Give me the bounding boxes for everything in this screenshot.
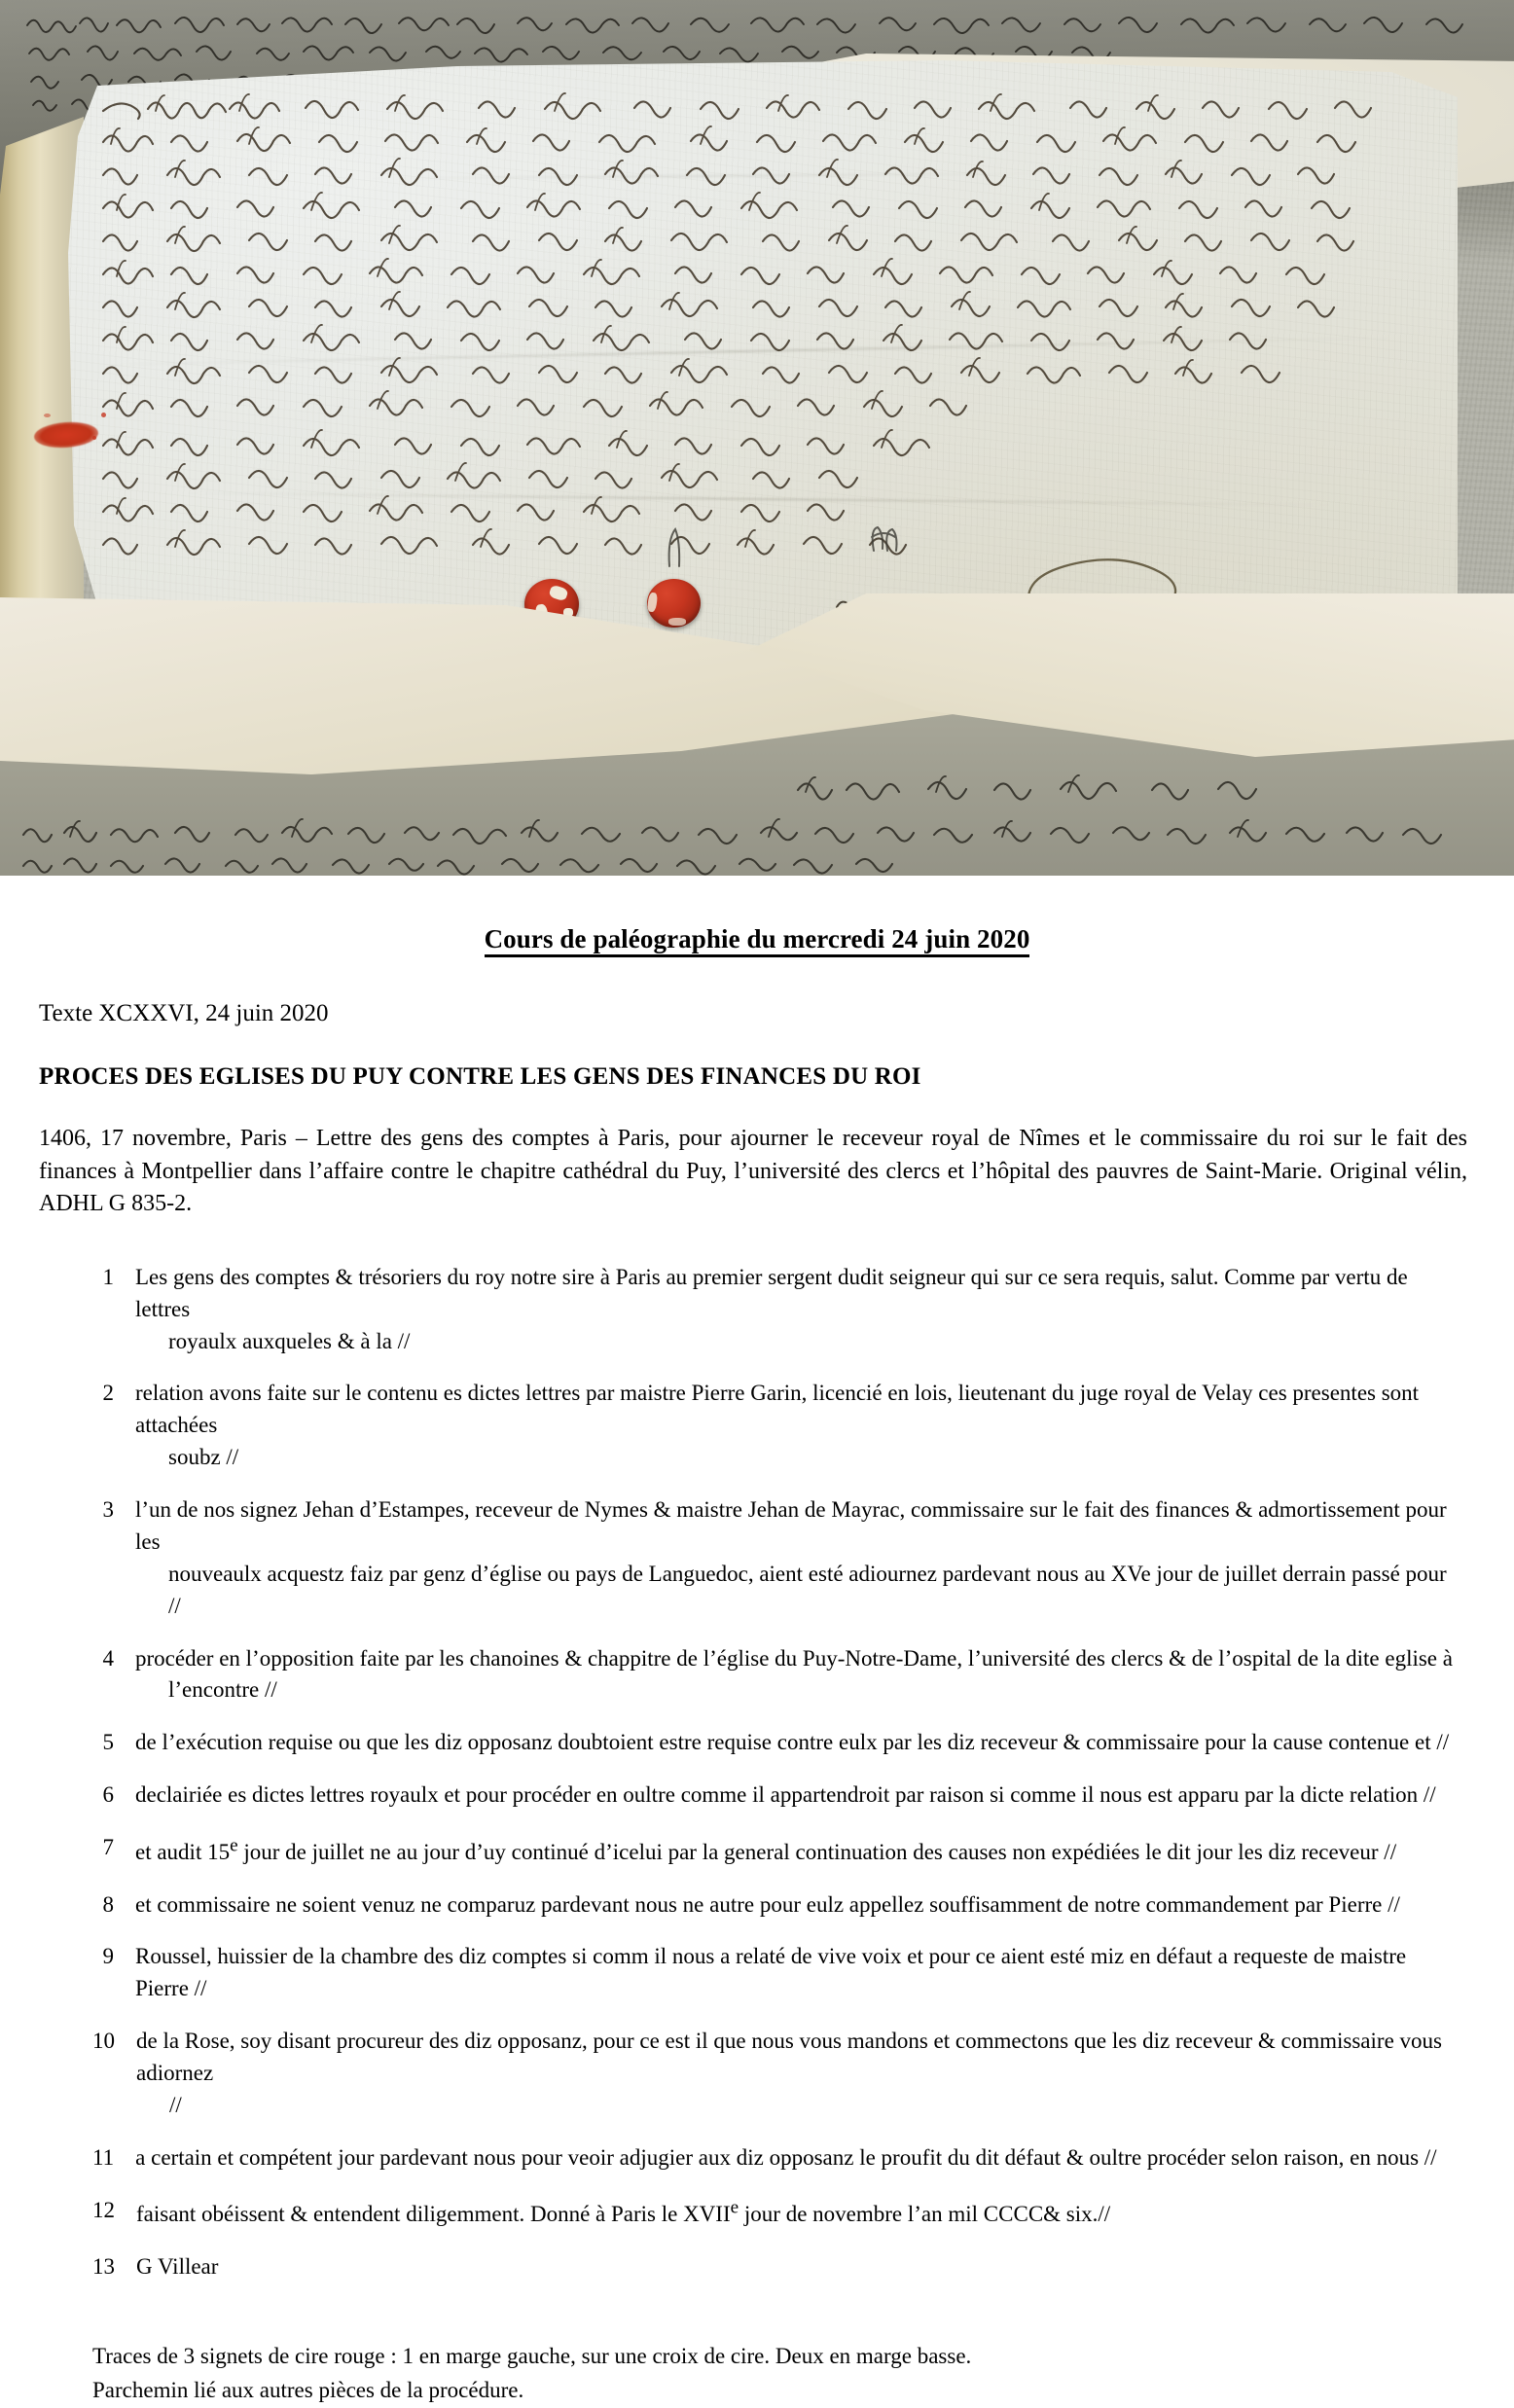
line-body xyxy=(132,2251,1456,2283)
section-heading: PROCES DES EGLISES DU PUY CONTRE LES GENS DES FINANCES DU ROI xyxy=(39,1063,921,1090)
line-main: de l’exécution requise ou que les diz opposanz doubtoient estre requise contre eulx par les diz receveur & commissaire pour la cause contenue et // xyxy=(135,1730,1450,1755)
transcription-lines xyxy=(92,1262,1456,2283)
line-body xyxy=(131,1494,1456,1623)
wax-fleck xyxy=(101,413,106,417)
page-title-text: Cours de paléographie du mercredi 24 juin 2020 xyxy=(485,924,1030,957)
line-number: 10 xyxy=(92,2029,115,2054)
line-body xyxy=(131,1941,1456,2005)
line-body xyxy=(131,1643,1456,1707)
transcription-line xyxy=(92,2251,1456,2283)
line-continuation: l’encontre // xyxy=(168,1677,277,1703)
transcription-line xyxy=(92,1941,1456,2005)
line-main: de la Rose, soy disant procureur des diz opposanz, pour ce est il que nous vous mandons et commectons que les diz receveur & commissaire vous adiornez xyxy=(136,2029,1442,2086)
note-parchment: Parchemin lié aux autres pièces de la procédure. xyxy=(92,2378,524,2403)
transcription-line xyxy=(92,2195,1456,2232)
line-body xyxy=(132,2195,1456,2232)
line-body xyxy=(132,2026,1456,2122)
transcription-page xyxy=(0,924,1514,2408)
line-body xyxy=(131,1727,1456,1759)
line-main: l’un de nos signez Jehan d’Estampes, receveur de Nymes & maistre Jehan de Mayrac, commissaire sur le fait des finances & admortissement pour les xyxy=(135,1497,1447,1554)
line-continuation: royaulx auxqueles & à la // xyxy=(168,1328,411,1353)
transcription-line xyxy=(92,1779,1456,1812)
line-number: 2 xyxy=(102,1381,114,1406)
line-body xyxy=(131,2142,1456,2174)
line-main: relation avons faite sur le contenu es dictes lettres par maistre Pierre Garin, licencié en lois, lieutenant du juge royal de Velay ces presentes sont attachées xyxy=(135,1381,1420,1438)
line-number: 7 xyxy=(102,1835,114,1860)
line-continuation: soubz // xyxy=(168,1445,239,1470)
line-number: 6 xyxy=(102,1782,114,1808)
transcription-line xyxy=(92,2026,1456,2122)
line-main: declairiée es dictes lettres royaulx et pour procéder en oultre comme il appartendroit par raison si comme il nous est apparu par la dicte relation // xyxy=(135,1782,1436,1808)
transcription-line xyxy=(92,2142,1456,2174)
line-main: Roussel, huissier de la chambre des diz comptes si comm il nous a relaté de vive voix et pour ce aient esté miz en défaut a requeste de maistre Pierre // xyxy=(135,1944,1407,2001)
line-number: 1 xyxy=(102,1264,114,1289)
line-main: faisant obéissent & entendent diligemment. Donné à Paris le XVIIe jour de novembre l’an mil CCCC& six.// xyxy=(136,2197,1111,2227)
line-main: et commissaire ne soient venuz ne comparuz pardevant nous ne autre pour eulz appellez souffisamment de notre commandement par Pierre // xyxy=(135,1891,1400,1917)
line-number: 9 xyxy=(102,1944,114,1969)
note-seals: Traces de 3 signets de cire rouge : 1 en marge gauche, sur une croix de cire. Deux en marge basse. xyxy=(92,2344,972,2369)
intro-paragraph: 1406, 17 novembre, Paris – Lettre des gens des comptes à Paris, pour ajourner le receveur royal de Nîmes et le commissaire du roi sur le fait des finances à Montpellier dans l’affaire contre le chapitre cathédral du Puy, l’université des clercs et l’hôpital des pauvres de Saint-Marie. Original vélin, ADHL G 835-2. xyxy=(39,1126,1467,1217)
transcription-line xyxy=(92,1494,1456,1623)
editorial-notes xyxy=(92,2340,1514,2408)
line-body xyxy=(131,1889,1456,1922)
line-body xyxy=(131,1779,1456,1812)
line-number: 5 xyxy=(102,1730,114,1755)
manuscript-photo xyxy=(0,0,1514,876)
transcription-line xyxy=(92,1727,1456,1759)
line-number: 8 xyxy=(102,1891,114,1917)
line-main: a certain et compétent jour pardevant nous pour veoir adjugier aux diz opposanz le proufit du dit défaut & oultre procéder selon raison, en nous // xyxy=(135,2144,1437,2170)
line-number: 3 xyxy=(102,1497,114,1523)
line-body xyxy=(131,1262,1456,1358)
line-body xyxy=(131,1832,1456,1869)
line-main: G Villear xyxy=(136,2254,219,2280)
line-main: et audit 15e jour de juillet ne au jour d’uy continué d’icelui par la general continuation des causes non expédiées le dit jour les diz receveur // xyxy=(135,1835,1397,1864)
transcription-line xyxy=(92,1643,1456,1707)
page-title xyxy=(0,924,1514,954)
line-continuation: nouveaulx acquestz faiz par genz d’église ou pays de Languedoc, aient esté adiournez pardevant nous au XVe jour de juillet derrain passé pour // xyxy=(168,1561,1447,1618)
line-body xyxy=(131,1378,1456,1474)
transcription-line xyxy=(92,1262,1456,1358)
texte-reference: Texte XCXXVI, 24 juin 2020 xyxy=(39,1000,329,1026)
line-number: 12 xyxy=(92,2197,115,2222)
line-main: Les gens des comptes & trésoriers du roy notre sire à Paris au premier sergent dudit seigneur qui sur ce sera requis, salut. Comme par vertu de lettres xyxy=(135,1264,1408,1321)
wax-fleck xyxy=(92,436,96,440)
line-main: procéder en l’opposition faite par les chanoines & chappitre de l’église du Puy-Notre-Dame, l’université des clercs & de l’ospital de la dite eglise à xyxy=(135,1645,1453,1671)
line-continuation: // xyxy=(169,2092,182,2117)
transcription-line xyxy=(92,1889,1456,1922)
wax-fleck xyxy=(44,413,51,417)
line-number: 11 xyxy=(92,2144,115,2170)
transcription-line xyxy=(92,1378,1456,1474)
line-number: 4 xyxy=(102,1645,114,1671)
line-number: 13 xyxy=(92,2254,115,2280)
wax-seal-right xyxy=(647,579,701,628)
transcription-line xyxy=(92,1832,1456,1869)
